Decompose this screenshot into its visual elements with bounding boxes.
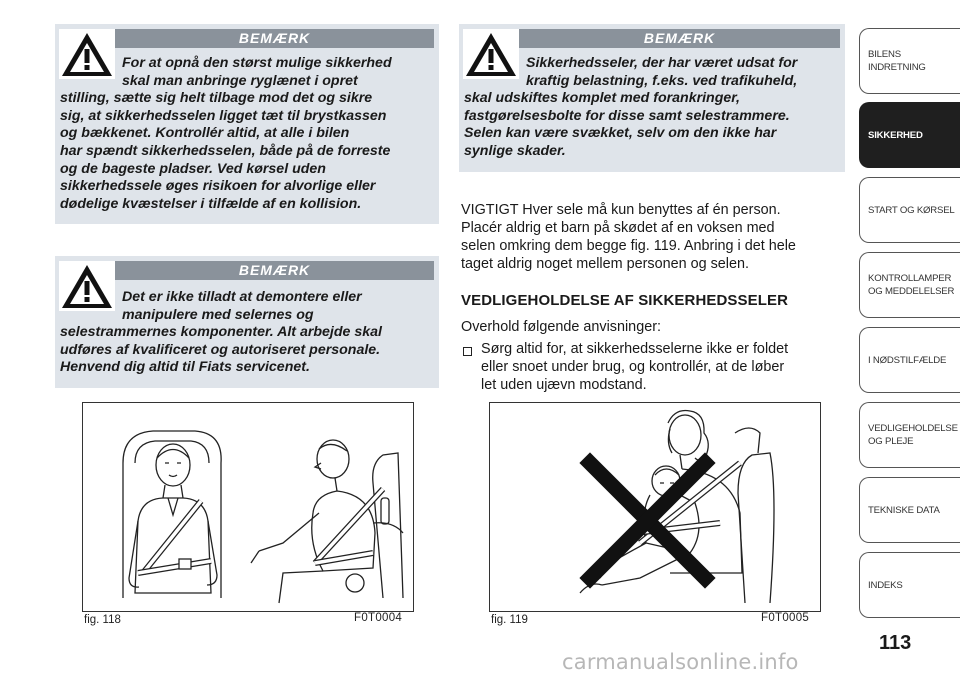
note-first-line: manipulere med selernes og [122,306,314,323]
note-text [60,289,436,377]
tab-label: I NØDSTILFÆLDE [868,354,947,366]
note-line: sikkerhedssele øges risikoen for alvorlige eller [60,178,376,195]
paragraph-line: selen omkring dem begge fig. 119. Anbring i det hele [461,238,796,254]
tab-bilens-indretning[interactable] [859,28,960,94]
warning-note-tamper [55,256,439,388]
tab-sikkerhed[interactable] [859,102,960,168]
important-paragraph [461,201,853,273]
note-line: har spændt sikkerhedsselen, både på de forreste [60,142,391,159]
tab-start-og-korsel[interactable] [859,177,960,243]
tab-label: KONTROLLAMPER [868,273,952,284]
note-line: og de bageste pladser. Ved kørsel uden [60,160,326,177]
note-line: Selen kan være svækket, selv om den ikke har [464,125,777,142]
tab-label: SIKKERHED [868,129,923,141]
note-heading: BEMÆRK [115,29,434,48]
section-title: VEDLIGEHOLDELSE AF SIKKERHEDSSELER [461,292,789,309]
note-line: sig, at sikkerhedsselen ligget tæt til brystkassen [60,107,387,124]
tab-label-line2: OG MEDDELELSER [868,286,955,297]
intro-text: Overhold følgende anvisninger: [461,319,661,335]
tab-label: TEKNISKE DATA [868,504,940,516]
note-line: Henvend dig altid til Fiats servicenet. [60,359,310,376]
figure-label: fig. 118 [84,614,121,626]
bullet-line: let uden ujævn modstand. [481,377,647,393]
tab-indeks[interactable] [859,552,960,618]
tab-vedligeholdelse[interactable] [859,402,960,468]
note-line: skal udskiftes komplet med forankringer, [464,90,740,107]
warning-note-replace-belts [459,24,845,172]
paragraph-line: Placér aldrig et barn på skødet af en voksen med [461,220,775,236]
bullet-line: Sørg altid for, at sikkerhedsselerne ikke er foldet [481,341,789,357]
note-first-line: Det er ikke tilladt at demontere eller [122,289,362,305]
tab-label: VEDLIGEHOLDELSE [868,423,958,434]
tab-tekniske-data[interactable] [859,477,960,543]
page-number: 113 [879,632,912,654]
bullet-box-icon [463,347,472,356]
note-line: stilling, sætte sig helt tilbage mod det og sikre [60,90,373,107]
child-on-lap-illustration [490,403,819,610]
tab-label: START OG KØRSEL [868,204,955,216]
note-line: selestrammernes komponenter. Alt arbejde skal [60,324,382,341]
figure-119-child-on-lap-forbidden [489,402,821,612]
note-line: synlige skader. [464,142,566,159]
warning-note-seat-position [55,24,439,224]
figure-118-seated-belted [82,402,414,612]
note-line: og bækkenet. Kontrollér altid, at alle i bilen [60,125,350,142]
seated-passengers-illustration [83,403,412,610]
note-first-line: skal man anbringe ryglænet i opret [122,72,358,89]
tab-label: INDEKS [868,579,903,591]
note-line: dødelige kvæstelser i tilfælde af en kollision. [60,195,362,212]
note-text [464,55,842,161]
paragraph-line: taget aldrig noget mellem personen og selen. [461,256,749,272]
note-line: fastgørelsesbolte for disse samt selestrammere. [464,107,790,124]
bullet-text [481,340,861,394]
note-first-line: Sikkerhedsseler, der har været udsat for [526,55,798,71]
note-heading: BEMÆRK [115,261,434,280]
note-heading: BEMÆRK [519,29,840,48]
figure-code: F0T0005 [761,612,810,624]
tab-i-nodstilfaelde[interactable] [859,327,960,393]
paragraph-line: VIGTIGT Hver sele må kun benyttes af én person. [461,202,781,218]
tab-label: BILENS INDRETNING [868,49,926,73]
note-first-line: For at opnå den størst mulige sikkerhed [122,55,392,71]
tab-kontrollamper[interactable] [859,252,960,318]
bullet-line: eller snoet under brug, og kontrollér, at de løber [481,359,785,375]
figure-code: F0T0004 [354,612,403,624]
tab-label-line2: OG PLEJE [868,436,914,447]
note-text [60,55,436,213]
watermark: carmanualsonline.info [562,650,799,674]
note-line: udføres af kvalificeret og autoriseret personale. [60,341,381,358]
figure-label: fig. 119 [491,614,528,626]
note-first-line: kraftig belastning, f.eks. ved trafikuheld, [526,72,798,89]
